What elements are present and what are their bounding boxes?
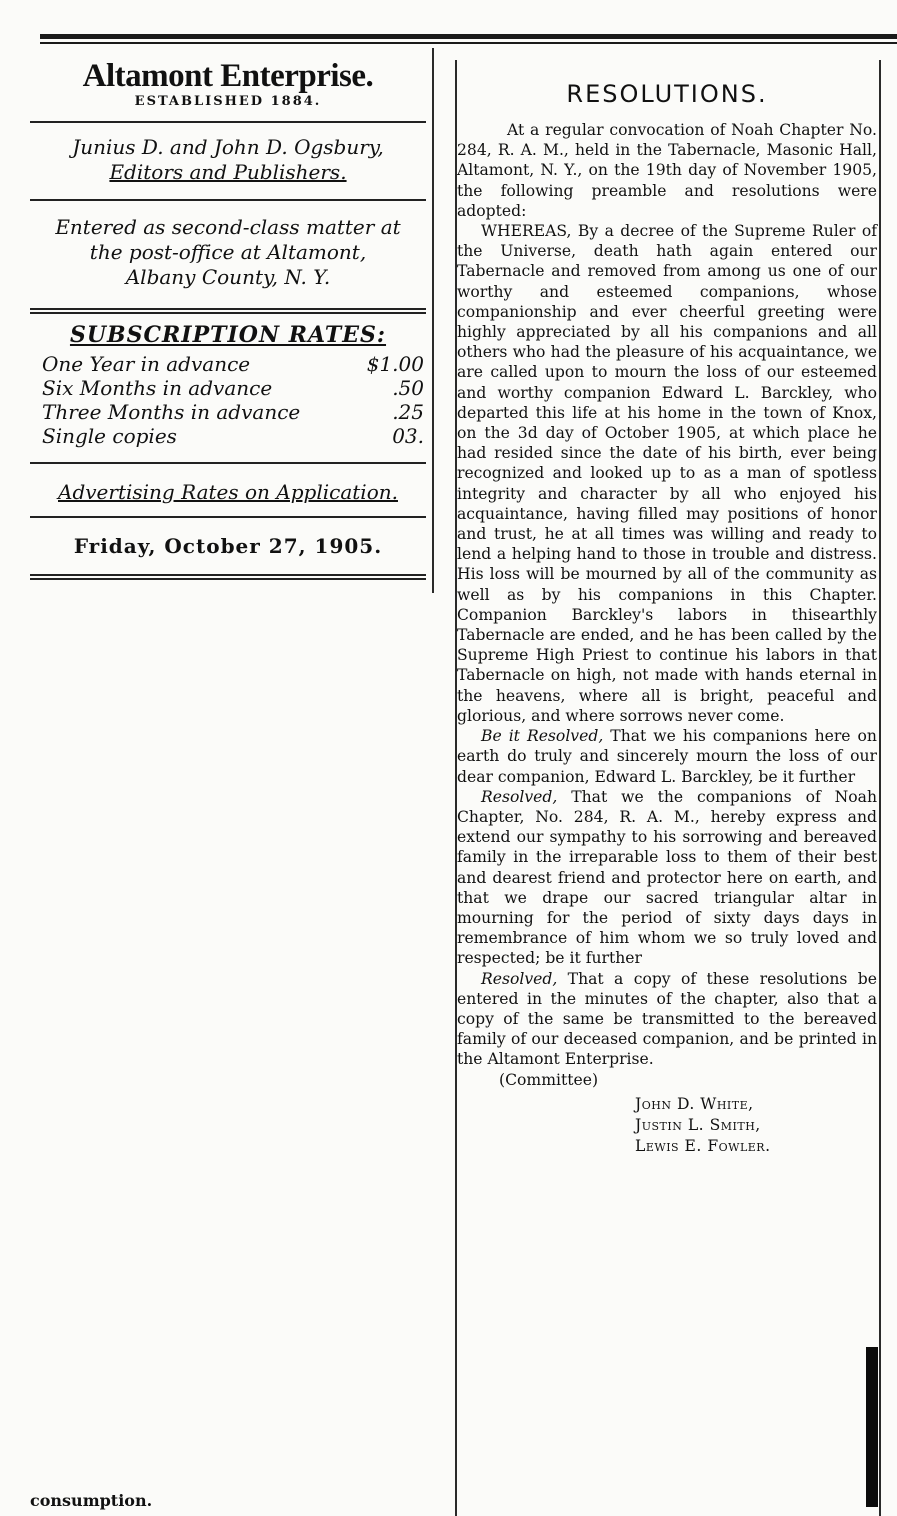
divider: [30, 574, 426, 576]
column-divider-left: [432, 48, 434, 593]
article-resolved-3: [457, 969, 877, 1070]
divider: [30, 578, 426, 580]
entered-line-1: Entered as second-class matter at: [55, 215, 401, 239]
signer: Justin L. Smith,: [635, 1115, 761, 1134]
divider: [30, 121, 426, 123]
subscription-heading: SUBSCRIPTION RATES:: [69, 322, 387, 348]
column-divider-main-right: [879, 60, 881, 1516]
rate-label: One Year in advance: [42, 352, 251, 376]
divider: [30, 199, 426, 201]
rate-price: .50: [392, 376, 424, 400]
rate-label: Three Months in advance: [42, 400, 301, 424]
rate-label: Single copies: [42, 424, 177, 448]
rate-price: .25: [392, 400, 424, 424]
signers: [457, 1094, 877, 1157]
subscription-rates: [30, 352, 426, 448]
resolved-text: That we his companions here on earth do truly and sincerely mourn the loss of our dear companion, Edward L. Barckley, be it further: [457, 727, 877, 786]
rate-price: $1.00: [366, 352, 424, 376]
resolved-text: That we the companions of Noah Chapter, No. 284, R. A. M., hereby express and extend our sympathy to his sorrowing and bereaved family in the irreparable loss to them of their best and dearest friend and protector here on earth, and that we drape our sacred triangular altar in mourning for the period of sixty days days in remembrance of him whom we so truly loved and respected; be it further: [457, 787, 877, 968]
top-rule-thin: [40, 42, 897, 44]
rate-price: 03.: [392, 424, 424, 448]
masthead: [30, 58, 426, 580]
article-intro: At a regular convocation of Noah Chapter No. 284, R. A. M., held in the Tabernacle, Masonic Hall, Altamont, N. Y., on the 19th day of November 1905, the following preamble and resolutions were adopted:: [457, 121, 877, 220]
issue-date: Friday, October 27, 1905.: [73, 534, 383, 558]
article-body: [457, 120, 877, 1090]
resolved-lead: Resolved,: [481, 787, 558, 806]
divider: [30, 308, 426, 310]
divider: [30, 312, 426, 314]
divider: [30, 462, 426, 464]
article-resolved-1: [457, 726, 877, 787]
top-rule: [40, 34, 897, 39]
article-resolved-2: [457, 787, 877, 969]
entered-line-3: Albany County, N. Y.: [125, 265, 331, 289]
rate-row: [30, 376, 426, 400]
masthead-title: Altamont Enterprise.: [82, 58, 374, 94]
editors-line-2: Editors and Publishers.: [109, 160, 347, 184]
divider: [30, 516, 426, 518]
article-title: RESOLUTIONS.: [566, 80, 768, 108]
editors-line-1: Junius D. and John D. Ogsbury,: [72, 135, 384, 159]
resolved-lead: Resolved,: [481, 969, 558, 988]
resolved-lead: Be it Resolved,: [481, 727, 604, 746]
entered-line-2: the post-office at Altamont,: [89, 240, 367, 264]
advertising-note: Advertising Rates on Application.: [58, 480, 398, 504]
masthead-established: ESTABLISHED 1884.: [134, 94, 322, 109]
signer: Lewis E. Fowler.: [635, 1136, 771, 1155]
signer: John D. White,: [635, 1094, 754, 1113]
resolved-text: That a copy of these resolutions be entered in the minutes of the chapter, also that a copy of the same be transmitted to the bereaved family of our deceased companion, and be printed in the Altamont Enterprise.: [457, 969, 877, 1069]
rate-label: Six Months in advance: [42, 376, 273, 400]
article-whereas: WHEREAS, By a decree of the Supreme Ruler of the Universe, death hath again entered our Tabernacle and removed from among us one of our worthy and esteemed companions, whose companionship and ever cheerful greeting were highly appreciated by all his companions and all others who had the pleasure of his acquaintance, we are called upon to mourn the loss of our esteemed and worthy companion Edward L. Barckley, who departed this life at his home in the town of Knox, on the 3d day of October 1905, at which place he had resided since the date of his birth, ever being recognized and looked up to as a man of spotless integrity and character by all who enjoyed his acquaintance, having filled may positions of honor and trust, he at all times was willing and ready to lend a helping hand to those in trouble and distress. His loss will be mourned by all of the community as well as by his companions in this Chapter. Companion Barckley's labors in thisearthly Tabernacle are ended, and he has been called by the Supreme High Priest to continue his labors in that Tabernacle on high, not made with hands eternal in the heavens, where all is bright, peaceful and glorious, and where sorrows never come.: [457, 222, 877, 725]
resolutions-article: [457, 80, 877, 1157]
committee-label: (Committee): [499, 1070, 599, 1089]
rate-row: [30, 400, 426, 424]
rate-row: [30, 424, 426, 448]
edge-ink-bar: [866, 1347, 878, 1507]
footer-fragment: consumption.: [30, 1491, 153, 1510]
rate-row: [30, 352, 426, 376]
